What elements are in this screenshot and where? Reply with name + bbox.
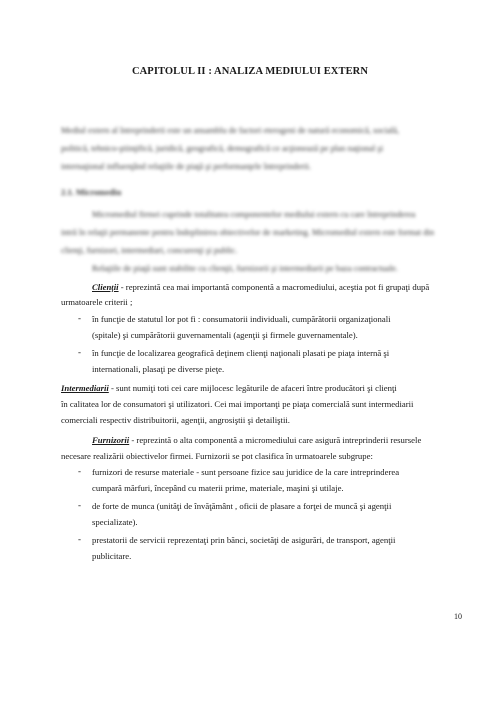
intro-line: Mediul extern al întreprinderii este un ansamblu de factori eterogeni de natură economică, socială, (61, 125, 400, 135)
bullet-dash: - (78, 534, 81, 544)
bullet-dash: - (78, 466, 81, 476)
furnizorii-line: necesare realizării obiectivelor firmei. Furnizorii se pot clasifica în urmatoarele subgrupe: (61, 451, 373, 461)
intermediarii-term: Intermediarii (61, 383, 109, 393)
list-item: (spitale) şi cumpărătorii guvernamentali (agenţii şi firmele guvernamentale). (92, 330, 358, 340)
clienti-term: Clienţii (92, 282, 119, 292)
list-item: în funcţie de localizarea geografică deţinem clienţi naţionali plasati pe piaţa internă şi (92, 348, 390, 358)
intro-line: politică, tehnico-ştiinţifică, juridică, geografică, demografică ce acţionează pe plan naţional şi (61, 143, 384, 153)
furnizorii-paragraph: Furnizorii - reprezintă o alta componentă a micromediului care asigură intreprinderii resursele (92, 435, 422, 445)
list-item: internationali, plasaţi pe diverse pieţe. (92, 364, 225, 374)
bullet-dash: - (78, 500, 81, 510)
list-item: publicitare. (92, 551, 132, 561)
section-line: Micromediul firmei cuprinde totalitatea componentelor mediului extern cu care întreprinderea (92, 209, 416, 219)
intro-line: internaţional influenţând relaţiile de piaţă şi performanţele întreprinderii. (61, 161, 312, 171)
section-heading: 2.1. Micromediu (61, 187, 122, 197)
list-item: furnizori de resurse materiale - sunt persoane fizice sau juridice de la care intreprinderea (92, 467, 400, 477)
intermediarii-paragraph: Intermediarii - sunt numiţi toti cei care mijlocesc legăturile de afaceri între producători şi clienţi (61, 383, 397, 393)
list-item: specializate). (92, 517, 138, 527)
intermediarii-line: în calitatea lor de consumatori şi utilizatori. Cei mai importanţi pe piaţa comercială sunt intermediarii (61, 399, 414, 409)
intermediarii-line: comerciali respectiv distribuitorii, agenţii, angrosiştii şi detailiştii. (61, 415, 290, 425)
list-item: cumpară mărfuri, începând cu materii prime, materiale, maşini şi utilaje. (92, 483, 344, 493)
list-item: în funcţie de statutul lor pot fi : consumatorii individuali, cumpărătorii organizaţionali (92, 314, 391, 324)
clienti-paragraph: Clienţii - reprezintă cea mai importantă componentă a macromediului, aceştia pot fi grupaţi după (92, 282, 430, 292)
section-line: clienţi, furnizori, intermediari, concurenţi şi public. (61, 245, 238, 255)
chapter-title: CAPITOLUL II : ANALIZA MEDIULUI EXTERN (131, 66, 369, 77)
bullet-dash: - (78, 347, 81, 357)
section-line: intră în relaţii permanente pentru îndeplinirea obiectivelor de marketing. Micromediul extern este format din (61, 227, 435, 237)
bullet-dash: - (78, 313, 81, 323)
clienti-line: urmatoarele criterii ; (61, 297, 133, 307)
page-number: 10 (454, 612, 462, 621)
list-item: de forte de munca (unităţi de învăţământ , oficii de plasare a forţei de muncă şi agenţii (92, 501, 392, 511)
furnizorii-term: Furnizorii (92, 435, 130, 445)
section-line: Relaţiile de piaţă sunt stabilite cu clienţii, furnizorii şi intermediarii pe baza contractuale. (92, 263, 398, 273)
list-item: prestatorii de servicii reprezentaţi prin bănci, societăţi de asigurări, de transport, agenţii (92, 535, 396, 545)
